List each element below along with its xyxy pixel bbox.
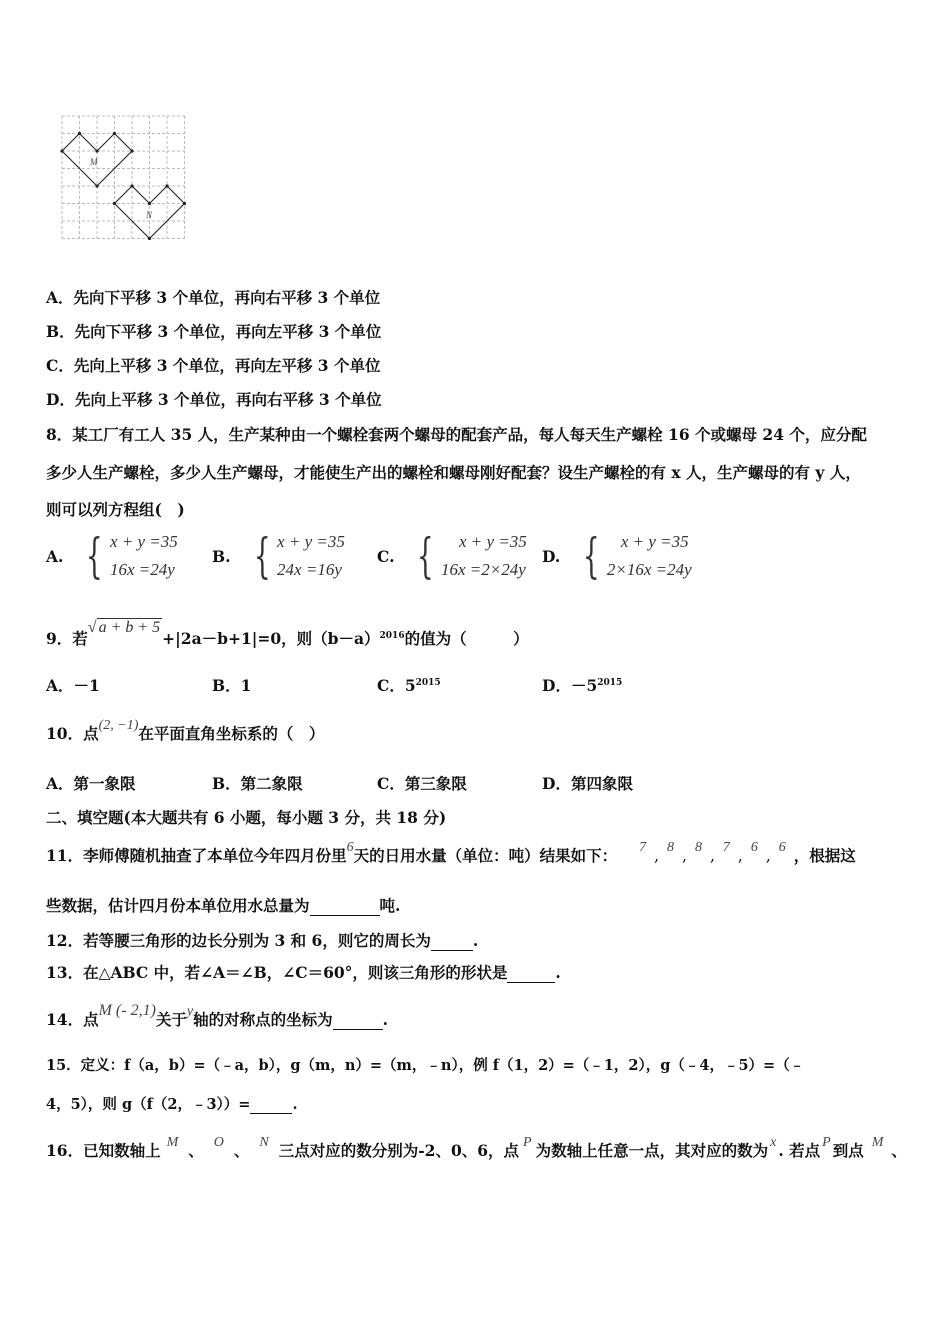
value: 6 xyxy=(778,840,786,855)
q10-prefix: 10．点 xyxy=(46,724,99,743)
q8-option-c xyxy=(377,528,527,584)
brace-icon: { xyxy=(583,528,600,584)
radicand: a + b + 5 xyxy=(98,619,161,636)
q16-line xyxy=(46,1135,907,1161)
q7-option-c: C．先向上平移 3 个单位，再向左平移 3 个单位 xyxy=(46,356,381,375)
point-m: M xyxy=(166,1135,179,1150)
axis-variable: y xyxy=(186,1004,194,1019)
point-o: O xyxy=(213,1135,224,1150)
q8-option-a xyxy=(46,528,178,584)
exponent: 2016 xyxy=(379,630,405,641)
equation: x + y =35 xyxy=(277,532,345,551)
q11-prefix: 11．李师傅随机抽查了本单位今年四月份里 xyxy=(46,846,347,865)
value: 8 xyxy=(667,840,675,855)
q8-option-b xyxy=(212,528,345,584)
answer-blank[interactable] xyxy=(431,936,473,951)
value: 7 xyxy=(639,840,647,855)
q11-mid: 天的日用水量（单位：吨）结果如下： xyxy=(353,846,618,865)
q16-end: 、 xyxy=(891,1141,907,1160)
q14-mid: 关于 xyxy=(155,1010,187,1029)
q9-option-d: D．$-5^{2015}$ xyxy=(542,676,623,695)
answer-blank[interactable] xyxy=(250,1099,292,1114)
q7-option-d: D．先向上平移 3 个单位，再向右平移 3 个单位 xyxy=(46,390,382,409)
point-p: P xyxy=(523,1135,532,1150)
equation: x + y =35 xyxy=(109,532,178,551)
q9-prefix: 9．若 xyxy=(46,629,88,648)
brace-icon: { xyxy=(253,528,271,584)
brace-icon: { xyxy=(417,528,435,584)
q8-line2: 多少人生产螺栓，多少人生产螺母，才能使生产出的螺栓和螺母刚好配套？设生产螺栓的有 x 人，生产螺母的有 y 人， xyxy=(46,463,861,482)
q15-line1: 15．定义：f（a，b）=（﹣a，b），g（m，n）=（m，﹣n），例 f（1，2）=（﹣1，2），g（﹣4，﹣5）=（﹣ xyxy=(46,1057,805,1074)
q11-suffix: ，根据这 xyxy=(793,846,856,865)
answer-blank[interactable] xyxy=(507,968,555,983)
q11-line1: 11．李师傅随机抽查了本单位今年四月份里6天的日用水量（单位：吨）结果如下： 7 , 8 , 8 , 7 , 6 , 6 ，根据这 xyxy=(46,840,856,865)
option-label: A. xyxy=(46,546,64,566)
q16-mid3: . 若点 xyxy=(778,1141,821,1160)
section-title: 二、填空题(本大题共有 6 小题，每小题 3 分，共 18 分) xyxy=(46,808,447,827)
q16-prefix: 16．已知数轴上 xyxy=(46,1141,161,1160)
label-m: M xyxy=(90,157,98,167)
q9-suffix: 的值为（ ） xyxy=(404,629,529,648)
option-label: B. xyxy=(212,546,231,566)
q15-line2 xyxy=(46,1093,298,1114)
q16-mid2: 为数轴上任意一点，其对应的数为 xyxy=(535,1141,769,1160)
q12-end: . xyxy=(472,931,479,950)
equation: x + y =35 xyxy=(459,532,527,551)
q7-option-b: B．先向下平移 3 个单位，再向左平移 3 个单位 xyxy=(46,322,382,341)
q11-line2 xyxy=(46,894,400,916)
answer-blank[interactable] xyxy=(333,1015,383,1030)
answer-blank[interactable] xyxy=(310,901,380,916)
equation: 16x =2×24y xyxy=(441,560,526,579)
q9-option-b: B．1 xyxy=(212,676,252,695)
q9-line xyxy=(46,619,529,649)
label-n: N xyxy=(146,210,153,220)
q13-line xyxy=(46,961,561,983)
separator: 、 xyxy=(233,1141,250,1160)
value: 7 xyxy=(722,840,730,855)
q10-option-b: B．第二象限 xyxy=(212,774,303,793)
value: 6 xyxy=(750,840,758,855)
q7-option-a: A．先向下平移 3 个单位，再向右平移 3 个单位 xyxy=(46,288,381,307)
q8-option-d xyxy=(542,528,692,584)
point-expression: M (- 2,1) xyxy=(98,1002,156,1019)
q14-prefix: 14．点 xyxy=(46,1010,99,1029)
option-label: D. xyxy=(542,546,561,566)
q11-line2-text: 些数据，估计四月份本单位用水总量为 xyxy=(46,896,310,915)
point-n: N xyxy=(259,1135,269,1150)
q15-end: . xyxy=(292,1096,298,1113)
q10-option-c: C．第三象限 xyxy=(377,774,467,793)
brace-icon: { xyxy=(86,528,104,584)
separator: 、 xyxy=(188,1141,204,1160)
q10-option-d: D．第四象限 xyxy=(542,774,633,793)
q11-line2-end: 吨. xyxy=(379,896,401,915)
q12-line xyxy=(46,929,478,951)
point-p: P xyxy=(822,1135,831,1150)
q9-option-c: C．$5^{2015}$ xyxy=(377,676,441,695)
q8-line1: 8．某工厂有工人 35 人，生产某种由一个螺栓套两个螺母的配套产品，每人每天生产螺栓 16 个或螺母 24 个，应分配 xyxy=(46,425,867,444)
grid-figure xyxy=(60,114,188,242)
equation: 2×16x =24y xyxy=(606,560,692,579)
q10-option-a: A．第一象限 xyxy=(46,774,136,793)
option-label: C. xyxy=(377,546,395,566)
equation: 24x =16y xyxy=(277,560,342,579)
point-m: M xyxy=(871,1135,884,1150)
q8-line3: 则可以列方程组( ) xyxy=(46,500,185,519)
q16-mid1: 三点对应的数分别为-2、0、6，点 xyxy=(278,1141,520,1160)
value: 8 xyxy=(694,840,702,855)
q10-line xyxy=(46,718,325,744)
q14-end: . xyxy=(382,1010,389,1029)
q14-suffix: 轴的对称点的坐标为 xyxy=(193,1010,333,1029)
days-count: 6 xyxy=(346,840,354,855)
q12-text: 12．若等腰三角形的边长分别为 3 和 6，则它的周长为 xyxy=(46,931,431,950)
q16-mid4: 到点 xyxy=(832,1141,864,1160)
q13-end: . xyxy=(555,963,561,982)
variable-x: x xyxy=(770,1135,777,1150)
sqrt-expression: √ a + b + 5 xyxy=(87,619,161,636)
q15-line2-text: 4，5），则 g（f（2，﹣3））= xyxy=(46,1096,251,1113)
equation: x + y =35 xyxy=(620,532,689,551)
q10-suffix: 在平面直角坐标系的（ ） xyxy=(138,724,325,743)
q14-line xyxy=(46,1002,389,1030)
equation: 16x =24y xyxy=(109,560,175,579)
point-expression: (2, −1) xyxy=(98,718,139,733)
q9-option-a: A．－1 xyxy=(46,676,100,695)
q9-mid: +|2a－b+1|=0，则（b－a） xyxy=(162,629,380,648)
q13-text: 13．在△ABC 中，若∠A＝∠B，∠C＝60°，则该三角形的形状是 xyxy=(46,963,508,982)
